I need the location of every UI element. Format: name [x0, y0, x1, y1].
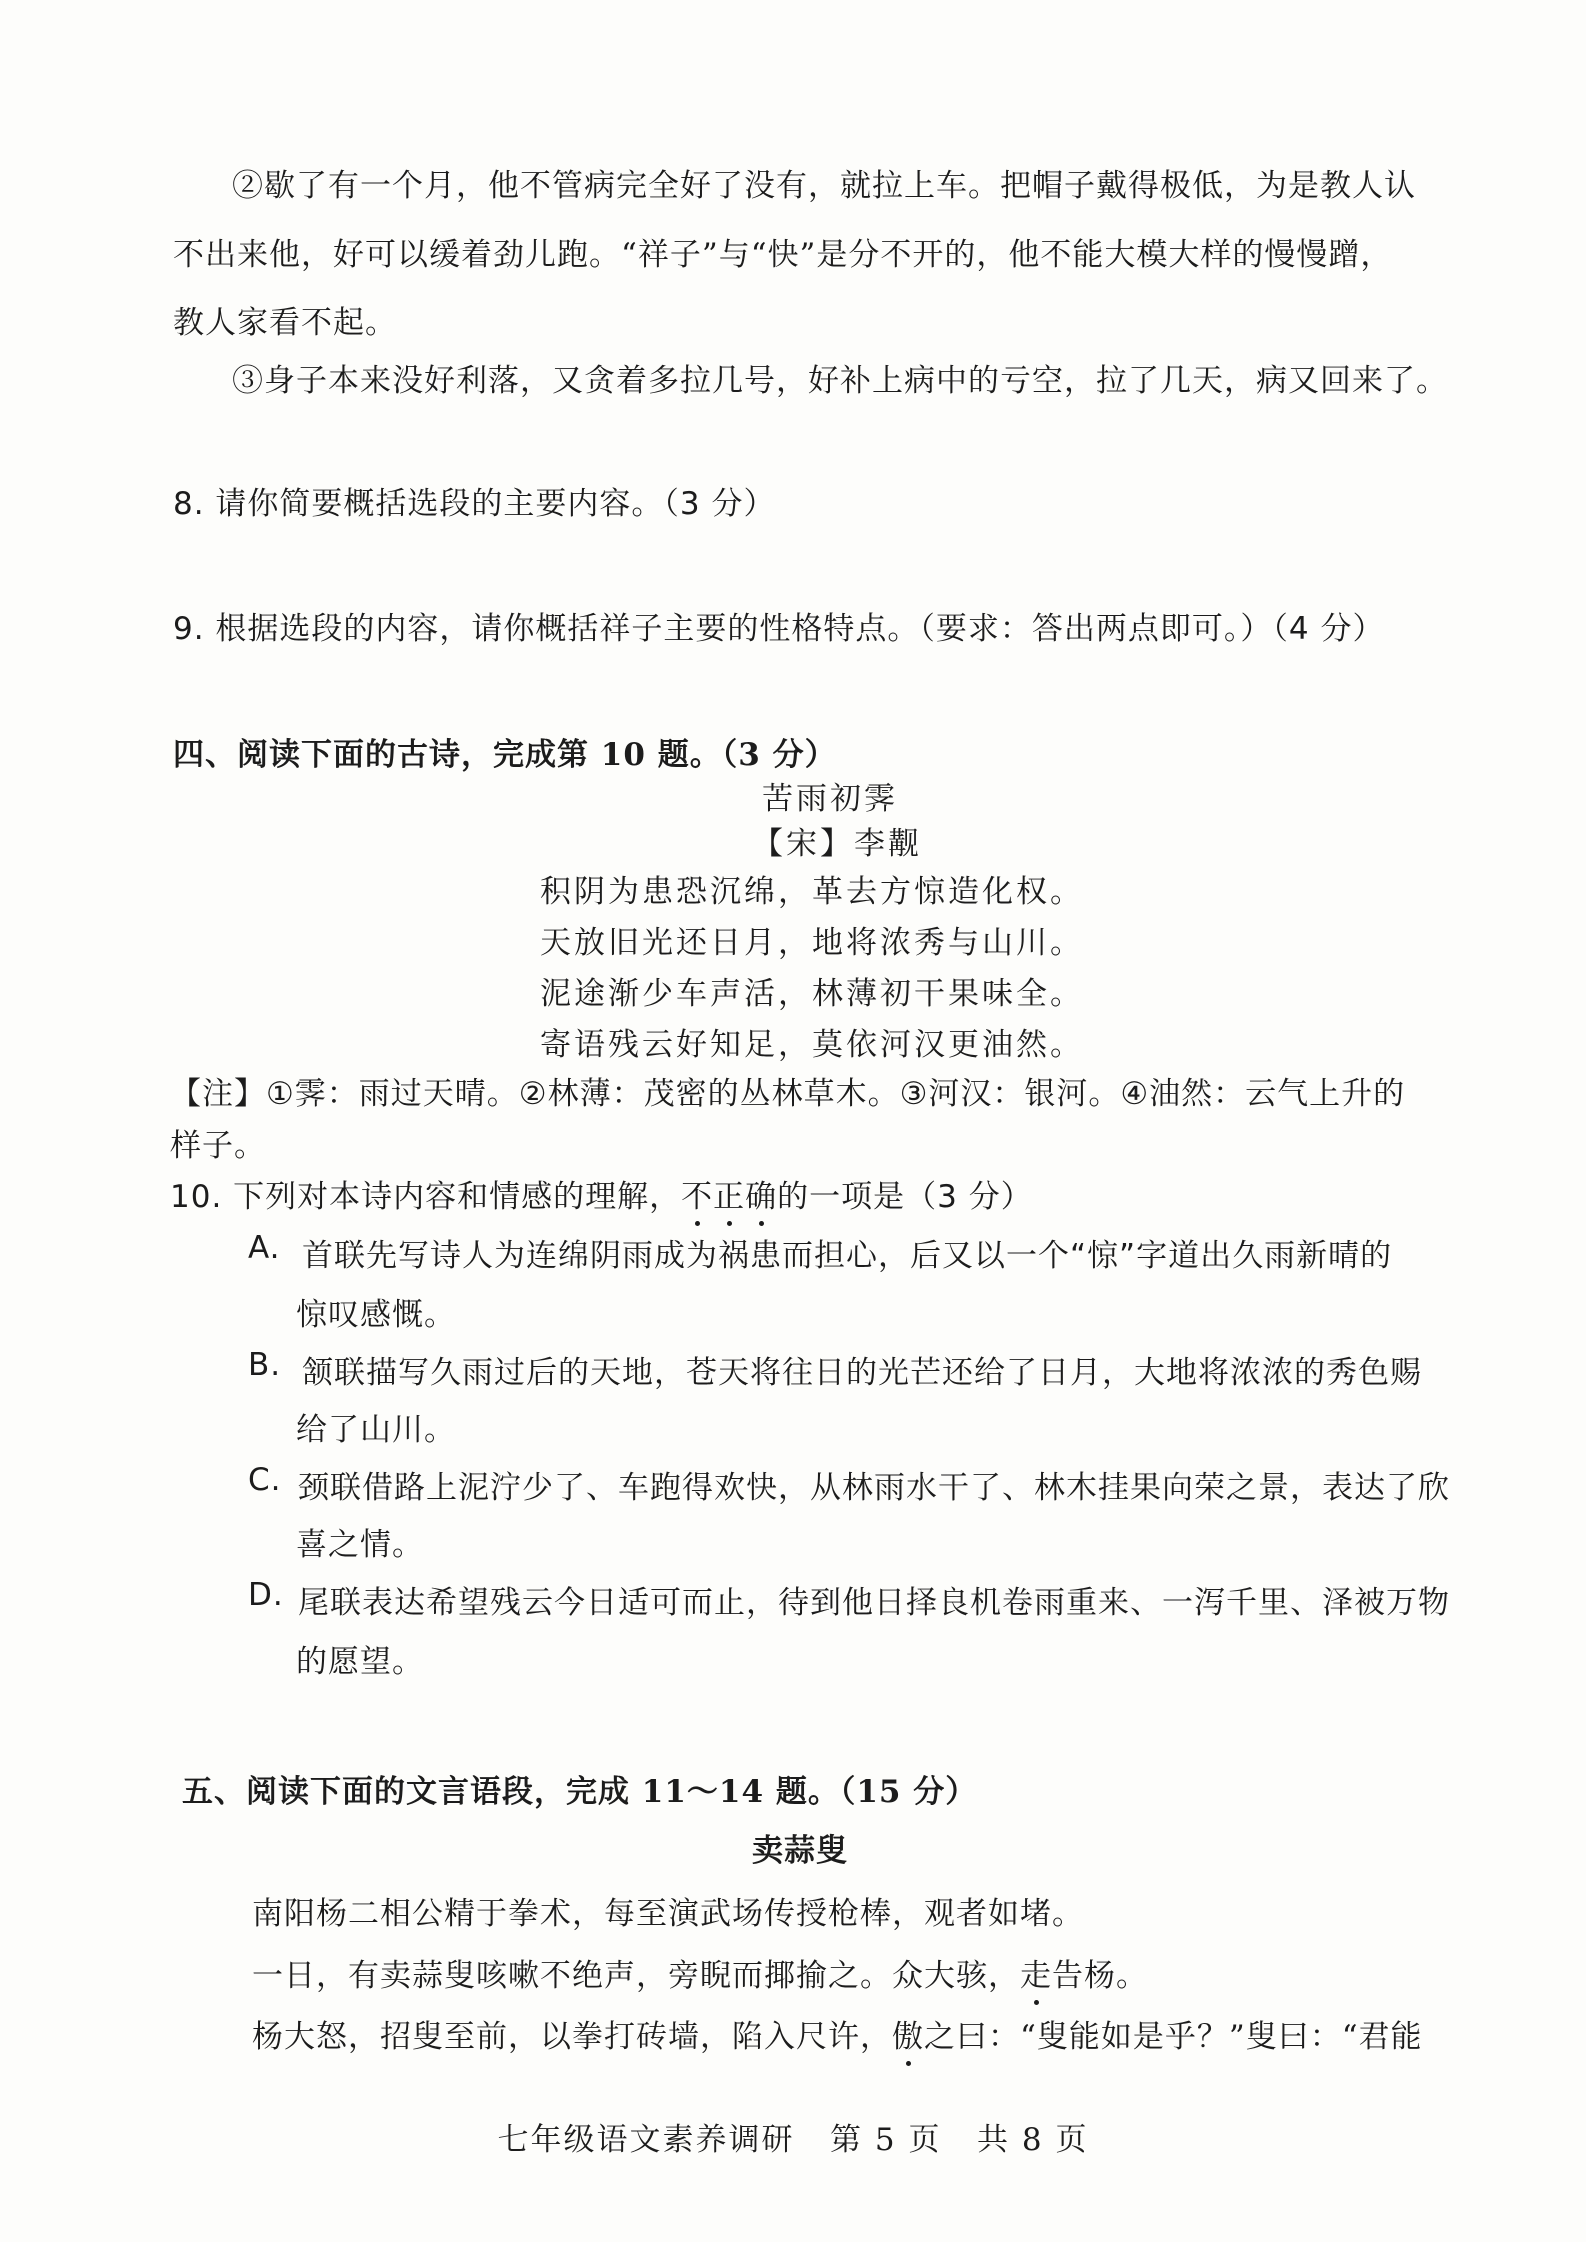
passage-p2-line1: ②歇了有一个月，他不管病完全好了没有，就拉上车。把帽子戴得极低，为是教人认 [232, 168, 1416, 204]
question-10-prefix: 10. 下列对本诗内容和情感的理解， [170, 1179, 682, 1215]
poem-line-4: 寄语残云好知足，莫依河汉更油然。 [540, 1027, 1084, 1063]
poem-author: 【宋】李觏 [752, 826, 922, 862]
option-d-line2: 的愿望。 [296, 1644, 424, 1680]
section4-heading: 四、阅读下面的古诗，完成第 10 题。（3 分） [173, 737, 837, 773]
passage-p2-line3: 教人家看不起。 [173, 305, 397, 341]
question-10 [170, 1171, 1033, 1216]
classical-line2-suffix: 告杨。 [1052, 1958, 1148, 1994]
emphasis-char-zou: 走 [1020, 1950, 1052, 1995]
passage-p2-line2: 不出来他，好可以缓着劲儿跑。“祥子”与“快”是分不开的，他不能大模大样的慢慢蹭， [173, 237, 1393, 273]
option-d-letter: D. [248, 1577, 284, 1613]
option-b-letter: B. [248, 1347, 282, 1383]
option-c-line2: 喜之情。 [296, 1527, 424, 1563]
emphasis-char-3: 确 [745, 1171, 777, 1216]
option-a-letter: A. [248, 1230, 281, 1266]
option-d-line1: 尾联表达希望残云今日适可而止，待到他日择良机卷雨重来、一泻千里、泽被万物 [298, 1585, 1450, 1621]
question-10-suffix: 的一项是（3 分） [777, 1179, 1033, 1215]
section5-heading: 五、阅读下面的文言语段，完成 11～14 题。（15 分） [182, 1774, 978, 1810]
classical-line3-prefix: 杨大怒，招叟至前，以拳打砖墙，陷入尺许， [252, 2019, 892, 2055]
essay-title: 卖蒜叟 [752, 1833, 848, 1869]
page-footer: 七年级语文素养调研 第 5 页 共 8 页 [497, 2122, 1089, 2158]
classical-text-line3 [252, 2011, 1423, 2056]
emphasis-char-1: 不 [681, 1171, 713, 1216]
passage-p3-line1: ③身子本来没好利落，又贪着多拉几号，好补上病中的亏空，拉了几天，病又回来了。 [232, 363, 1448, 399]
classical-line2-prefix: 一日，有卖蒜叟咳嗽不绝声，旁睨而揶揄之。众大骇， [252, 1958, 1020, 1994]
poem-line-3: 泥途渐少车声活，林薄初干果味全。 [540, 976, 1084, 1012]
classical-text-line1: 南阳杨二相公精于拳术，每至演武场传授枪棒，观者如堵。 [252, 1896, 1084, 1932]
poem-note-line2: 样子。 [170, 1128, 266, 1164]
emphasis-char-2: 正 [713, 1171, 745, 1216]
option-b-line2: 给了山川。 [296, 1412, 456, 1448]
poem-line-1: 积阴为患恐沉绵，革去方惊造化权。 [540, 874, 1084, 910]
classical-text-line2 [252, 1950, 1148, 1995]
classical-line3-suffix: 之曰：“叟能如是乎？”叟曰：“君能 [924, 2019, 1423, 2055]
question-9: 9. 根据选段的内容，请你概括祥子主要的性格特点。（要求：答出两点即可。）（4 分） [173, 611, 1385, 647]
poem-title: 苦雨初霁 [762, 781, 898, 817]
option-c-letter: C. [248, 1462, 282, 1498]
emphasis-char-ao: 傲 [892, 2011, 924, 2056]
option-a-line1: 首联先写诗人为连绵阴雨成为祸患而担心，后又以一个“惊”字道出久雨新晴的 [302, 1238, 1393, 1274]
poem-note-line1: 【注】①霁：雨过天晴。②林薄：茂密的丛林草木。③河汉：银河。④油然：云气上升的 [170, 1076, 1406, 1112]
poem-line-2: 天放旧光还日月，地将浓秀与山川。 [540, 925, 1084, 961]
option-b-line1: 颔联描写久雨过后的天地，苍天将往日的光芒还给了日月，大地将浓浓的秀色赐 [302, 1355, 1422, 1391]
option-a-line2: 惊叹感慨。 [296, 1297, 456, 1333]
option-c-line1: 颈联借路上泥泞少了、车跑得欢快，从林雨水干了、林木挂果向荣之景，表达了欣 [298, 1470, 1450, 1506]
question-8: 8. 请你简要概括选段的主要内容。（3 分） [173, 486, 776, 522]
